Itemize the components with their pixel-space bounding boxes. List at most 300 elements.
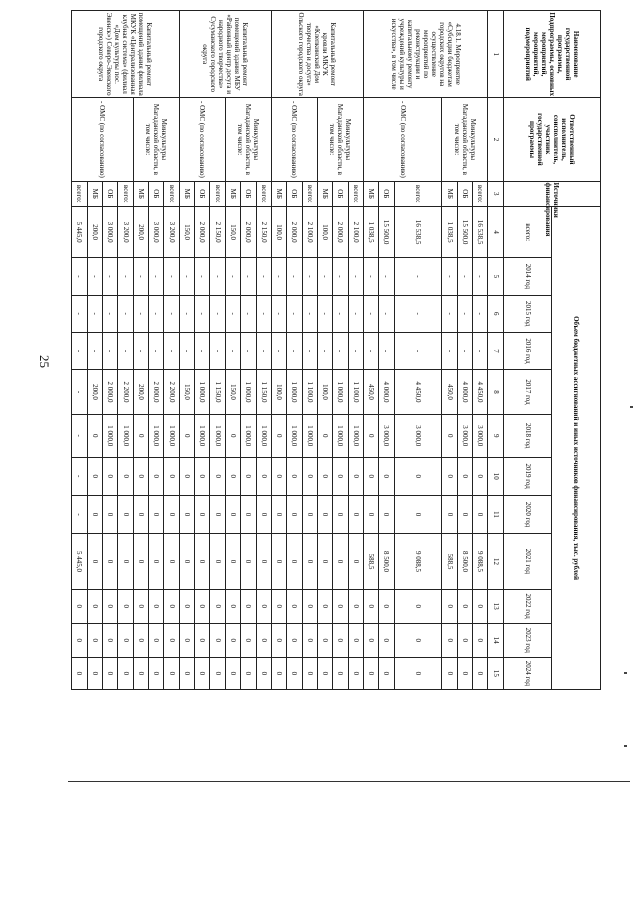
year-value: 0: [348, 534, 363, 589]
year-value: 0: [118, 657, 133, 689]
program-name: Капитальный ремонт помещений здания филиала МКУК «Централизованная клубная система» (филиал «Дом культуры пос. Эвенск») Северо-Эвенского городского округа: [72, 11, 180, 98]
year-value: 0: [379, 589, 394, 623]
rotated-table-wrapper: [71, 10, 601, 690]
year-value: 0: [179, 657, 194, 689]
year-value: 0: [241, 457, 256, 495]
year-value: 1 000,0: [287, 414, 302, 457]
year-value: 0: [87, 414, 102, 457]
year-value: 100,0: [271, 370, 286, 415]
year-value: 0: [302, 534, 317, 589]
year-value: 0: [210, 534, 225, 589]
year-value: -: [149, 332, 164, 369]
year-value: 0: [379, 495, 394, 533]
table-row: [164, 11, 179, 690]
year-value: 0: [473, 623, 488, 657]
header-year: 2014 год: [503, 258, 552, 295]
year-value: 100,0: [317, 370, 332, 415]
year-value: 0: [210, 589, 225, 623]
year-value: 150,0: [225, 370, 240, 415]
year-value: 0: [133, 657, 148, 689]
year-value: 0: [394, 457, 442, 495]
funding-source: МБ: [317, 181, 332, 207]
year-value: 0: [333, 457, 348, 495]
year-value: -: [271, 258, 286, 295]
year-value: -: [442, 332, 457, 369]
total-value: 2 000,0: [287, 207, 302, 258]
year-value: 0: [302, 623, 317, 657]
year-value: 0: [394, 495, 442, 533]
funding-source: МБ: [442, 181, 457, 207]
year-value: 0: [363, 589, 378, 623]
header-year: 2019 год: [503, 457, 552, 495]
year-value: -: [241, 258, 256, 295]
year-value: 1 150,0: [256, 370, 271, 415]
year-value: -: [210, 295, 225, 332]
year-value: -: [179, 332, 194, 369]
year-value: 0: [164, 534, 179, 589]
year-value: 0: [164, 457, 179, 495]
year-value: 0: [118, 589, 133, 623]
total-value: 1 038,5: [363, 207, 378, 258]
year-value: 0: [271, 457, 286, 495]
year-value: 0: [348, 589, 363, 623]
total-value: 2 150,0: [256, 207, 271, 258]
year-value: 4 450,0: [473, 370, 488, 415]
funding-source: всего:: [394, 181, 442, 207]
year-value: 2 200,0: [118, 370, 133, 415]
funding-source: всего:: [348, 181, 363, 207]
col-num: 10: [488, 457, 503, 495]
year-value: -: [473, 258, 488, 295]
header-row-1: [552, 11, 601, 690]
year-value: 0: [179, 414, 194, 457]
year-value: 0: [302, 589, 317, 623]
year-value: 1 000,0: [348, 414, 363, 457]
funding-source: всего:: [210, 181, 225, 207]
col-num: 1: [488, 11, 503, 98]
year-value: 0: [149, 657, 164, 689]
year-value: 0: [271, 534, 286, 589]
col-num: 15: [488, 657, 503, 689]
year-value: 3 000,0: [379, 414, 394, 457]
funding-source: МБ: [179, 181, 194, 207]
year-value: 2 200,0: [164, 370, 179, 415]
year-value: 0: [442, 623, 457, 657]
year-value: 0: [225, 657, 240, 689]
year-value: 1 000,0: [256, 414, 271, 457]
col-num: 6: [488, 295, 503, 332]
year-value: -: [103, 258, 118, 295]
program-name: 4.18.1. Мероприятие «Субсидии бюджетам городских округов на осуществление мероприятий по реконструкции и капитальному ремонту учреждений культуры и искусства», в том числе: [363, 11, 487, 98]
header-volume: Объем бюджетных ассигнований и иных источников финансирования, тыс. рублей: [552, 207, 601, 690]
year-value: 1 000,0: [241, 414, 256, 457]
header-year: 2020 год: [503, 495, 552, 533]
year-value: -: [363, 258, 378, 295]
year-value: 0: [442, 657, 457, 689]
header-year: 2024 год: [503, 657, 552, 689]
financing-table: [71, 10, 601, 690]
table-row: [394, 11, 442, 690]
year-value: 0: [287, 589, 302, 623]
header-year: 2018 год: [503, 414, 552, 457]
year-value: 0: [473, 589, 488, 623]
year-value: 0: [87, 623, 102, 657]
year-value: 0: [149, 623, 164, 657]
funding-source: МБ: [225, 181, 240, 207]
table-row: [256, 11, 271, 690]
year-value: 0: [442, 457, 457, 495]
year-value: -: [333, 295, 348, 332]
year-value: 0: [442, 495, 457, 533]
year-value: 1 000,0: [118, 414, 133, 457]
year-value: 0: [225, 495, 240, 533]
col-num: 12: [488, 534, 503, 589]
year-value: 0: [317, 495, 332, 533]
year-value: 588,5: [363, 534, 378, 589]
year-value: 200,0: [87, 370, 102, 415]
funding-source: всего:: [164, 181, 179, 207]
funding-source: всего:: [473, 181, 488, 207]
col-num: 13: [488, 589, 503, 623]
header-year: 2022 год: [503, 589, 552, 623]
year-value: 0: [103, 657, 118, 689]
year-value: 0: [317, 414, 332, 457]
col-num: 5: [488, 258, 503, 295]
year-value: 1 000,0: [149, 414, 164, 457]
year-value: -: [133, 332, 148, 369]
funding-source: ОБ: [379, 181, 394, 207]
year-value: -: [72, 457, 88, 495]
year-value: 0: [72, 623, 88, 657]
year-value: 0: [87, 657, 102, 689]
year-value: 0: [317, 589, 332, 623]
year-value: 0: [225, 414, 240, 457]
year-value: 200,0: [133, 370, 148, 415]
year-value: -: [179, 258, 194, 295]
total-value: 2 000,0: [195, 207, 210, 258]
funding-source: МБ: [271, 181, 286, 207]
year-value: 0: [149, 534, 164, 589]
year-value: 0: [363, 457, 378, 495]
funding-source: ОБ: [195, 181, 210, 207]
year-value: -: [457, 332, 472, 369]
funding-source: МБ: [363, 181, 378, 207]
total-value: 3 000,0: [149, 207, 164, 258]
year-value: 0: [225, 534, 240, 589]
funding-source: всего:: [302, 181, 317, 207]
year-value: 0: [103, 589, 118, 623]
year-value: -: [72, 332, 88, 369]
year-value: -: [195, 295, 210, 332]
year-value: 0: [394, 623, 442, 657]
col-num: 11: [488, 495, 503, 533]
total-value: 150,0: [225, 207, 240, 258]
total-value: 3 200,0: [164, 207, 179, 258]
total-value: 2 000,0: [241, 207, 256, 258]
total-value: 15 500,0: [457, 207, 472, 258]
year-value: 0: [118, 623, 133, 657]
horizontal-rule: [68, 781, 630, 782]
year-value: 0: [210, 623, 225, 657]
year-value: 9 088,5: [473, 534, 488, 589]
year-value: 0: [164, 589, 179, 623]
year-value: 0: [473, 495, 488, 533]
funding-source: МБ: [87, 181, 102, 207]
year-value: -: [133, 295, 148, 332]
funding-source: ОБ: [457, 181, 472, 207]
year-value: -: [348, 295, 363, 332]
year-value: -: [103, 332, 118, 369]
year-value: 0: [302, 657, 317, 689]
year-value: 0: [442, 589, 457, 623]
year-value: -: [457, 258, 472, 295]
year-value: 0: [210, 657, 225, 689]
total-value: 2 000,0: [333, 207, 348, 258]
year-value: -: [118, 332, 133, 369]
year-value: 0: [379, 623, 394, 657]
executor-oms: - ОМС (по согласованию): [179, 98, 225, 181]
year-value: 3 000,0: [394, 414, 442, 457]
table-row: [118, 11, 133, 690]
year-value: 3 000,0: [457, 414, 472, 457]
year-value: 0: [256, 495, 271, 533]
year-value: 0: [133, 623, 148, 657]
year-value: 0: [195, 495, 210, 533]
header-year: 2023 год: [503, 623, 552, 657]
year-value: -: [256, 258, 271, 295]
year-value: 0: [271, 623, 286, 657]
year-value: 0: [118, 534, 133, 589]
year-value: -: [118, 258, 133, 295]
executor-oms: - ОМС (по согласованию): [72, 98, 134, 181]
year-value: -: [379, 295, 394, 332]
year-value: -: [302, 332, 317, 369]
year-value: 1 150,0: [210, 370, 225, 415]
year-value: 450,0: [442, 370, 457, 415]
year-value: -: [149, 295, 164, 332]
col-num: 2: [488, 98, 503, 181]
year-value: -: [72, 258, 88, 295]
year-value: 0: [241, 589, 256, 623]
year-value: -: [457, 295, 472, 332]
funding-source: ОБ: [287, 181, 302, 207]
year-value: -: [225, 258, 240, 295]
year-value: 0: [195, 457, 210, 495]
year-value: 0: [133, 495, 148, 533]
year-value: 0: [241, 534, 256, 589]
year-value: 0: [271, 589, 286, 623]
header-year: 2021 год: [503, 534, 552, 589]
year-value: 3 000,0: [473, 414, 488, 457]
year-value: 0: [302, 457, 317, 495]
total-value: 2 100,0: [348, 207, 363, 258]
year-value: 0: [333, 534, 348, 589]
year-value: -: [394, 295, 442, 332]
year-value: 0: [457, 623, 472, 657]
year-value: 0: [103, 623, 118, 657]
year-value: -: [72, 414, 88, 457]
year-value: -: [333, 258, 348, 295]
year-value: 0: [333, 657, 348, 689]
year-value: 0: [363, 657, 378, 689]
year-value: -: [473, 295, 488, 332]
year-value: 0: [256, 623, 271, 657]
total-value: 3 200,0: [118, 207, 133, 258]
total-value: 5 445,0: [72, 207, 88, 258]
col-num: 9: [488, 414, 503, 457]
total-value: 15 500,0: [379, 207, 394, 258]
funding-source: всего:: [72, 181, 88, 207]
year-value: -: [241, 295, 256, 332]
col-num: 7: [488, 332, 503, 369]
total-value: 150,0: [179, 207, 194, 258]
year-value: 8 500,0: [379, 534, 394, 589]
year-value: -: [133, 258, 148, 295]
year-value: -: [118, 295, 133, 332]
scan-dot: [624, 672, 627, 674]
year-value: 0: [379, 457, 394, 495]
year-value: 0: [179, 457, 194, 495]
year-value: -: [72, 295, 88, 332]
year-value: 4 000,0: [379, 370, 394, 415]
year-value: -: [72, 370, 88, 415]
year-value: -: [149, 258, 164, 295]
col-num: 14: [488, 623, 503, 657]
year-value: 0: [149, 457, 164, 495]
year-value: 1 000,0: [241, 370, 256, 415]
year-value: 150,0: [179, 370, 194, 415]
year-value: -: [363, 332, 378, 369]
year-value: 0: [394, 589, 442, 623]
funding-source: всего:: [256, 181, 271, 207]
year-value: -: [271, 332, 286, 369]
year-value: 0: [103, 495, 118, 533]
year-value: -: [271, 295, 286, 332]
year-value: 2 000,0: [103, 370, 118, 415]
year-value: 0: [87, 495, 102, 533]
year-value: -: [72, 495, 88, 533]
year-value: -: [302, 295, 317, 332]
year-value: -: [302, 258, 317, 295]
scan-dot: [630, 406, 633, 408]
year-value: 0: [317, 657, 332, 689]
year-value: 0: [317, 623, 332, 657]
year-value: 1 100,0: [302, 370, 317, 415]
year-value: -: [103, 295, 118, 332]
year-value: -: [225, 295, 240, 332]
year-value: -: [287, 332, 302, 369]
year-value: 0: [72, 589, 88, 623]
year-value: 1 000,0: [195, 414, 210, 457]
year-value: 0: [271, 414, 286, 457]
year-value: -: [195, 332, 210, 369]
year-value: -: [164, 258, 179, 295]
year-value: 9 088,5: [394, 534, 442, 589]
col-num: 4: [488, 207, 503, 258]
year-value: 0: [287, 534, 302, 589]
year-value: 1 000,0: [164, 414, 179, 457]
year-value: 1 000,0: [302, 414, 317, 457]
year-value: 0: [256, 534, 271, 589]
year-value: 0: [133, 534, 148, 589]
year-value: 0: [302, 495, 317, 533]
page-number: 25: [37, 355, 52, 368]
year-value: 0: [179, 495, 194, 533]
year-value: 0: [317, 457, 332, 495]
year-value: 0: [394, 657, 442, 689]
year-value: -: [210, 258, 225, 295]
year-value: 0: [379, 657, 394, 689]
year-value: 0: [457, 657, 472, 689]
year-value: 0: [287, 457, 302, 495]
year-value: 0: [256, 589, 271, 623]
year-value: -: [379, 258, 394, 295]
year-value: 0: [210, 495, 225, 533]
year-value: -: [287, 295, 302, 332]
total-value: 2 150,0: [210, 207, 225, 258]
header-total: всего:: [503, 207, 552, 258]
year-value: 0: [195, 534, 210, 589]
year-value: -: [333, 332, 348, 369]
executor-ministry: Минкультуры Магаданской области, в том числе:: [225, 98, 271, 181]
table-row: [302, 11, 317, 690]
executor-ministry: Минкультуры Магаданской области, в том числе:: [317, 98, 363, 181]
year-value: 1 000,0: [333, 370, 348, 415]
year-value: -: [164, 332, 179, 369]
header-year: 2015 год: [503, 295, 552, 332]
year-value: -: [195, 258, 210, 295]
year-value: 4 000,0: [457, 370, 472, 415]
year-value: 0: [241, 495, 256, 533]
year-value: 0: [164, 495, 179, 533]
year-value: 0: [195, 589, 210, 623]
year-value: 5 445,0: [72, 534, 88, 589]
year-value: -: [87, 258, 102, 295]
column-number-row: [488, 11, 503, 690]
year-value: 1 000,0: [195, 370, 210, 415]
year-value: 0: [271, 657, 286, 689]
funding-source: ОБ: [149, 181, 164, 207]
year-value: -: [442, 258, 457, 295]
funding-source: МБ: [133, 181, 148, 207]
total-value: 1 038,5: [442, 207, 457, 258]
program-name: Капитальный ремонт кровли МКУК «Клепкинский Дом творчества и досуга» Ольского городского округа: [271, 11, 363, 98]
year-value: 0: [87, 534, 102, 589]
year-value: -: [256, 295, 271, 332]
year-value: -: [287, 258, 302, 295]
year-value: -: [394, 332, 442, 369]
year-value: 0: [348, 495, 363, 533]
year-value: 0: [225, 589, 240, 623]
year-value: 450,0: [363, 370, 378, 415]
year-value: 0: [363, 495, 378, 533]
year-value: 0: [363, 623, 378, 657]
year-value: -: [241, 332, 256, 369]
year-value: -: [225, 332, 240, 369]
year-value: -: [348, 332, 363, 369]
year-value: 1 100,0: [348, 370, 363, 415]
year-value: 0: [333, 495, 348, 533]
year-value: 0: [103, 534, 118, 589]
col-num: 8: [488, 370, 503, 415]
year-value: 0: [72, 657, 88, 689]
year-value: 0: [133, 589, 148, 623]
year-value: 0: [333, 623, 348, 657]
year-value: 0: [317, 534, 332, 589]
header-name: Наименование государственной программы, Подпрограммы, основных мероприятий, мероприятий, подмероприятий: [503, 11, 600, 98]
year-value: 0: [271, 495, 286, 533]
year-value: 1 000,0: [333, 414, 348, 457]
